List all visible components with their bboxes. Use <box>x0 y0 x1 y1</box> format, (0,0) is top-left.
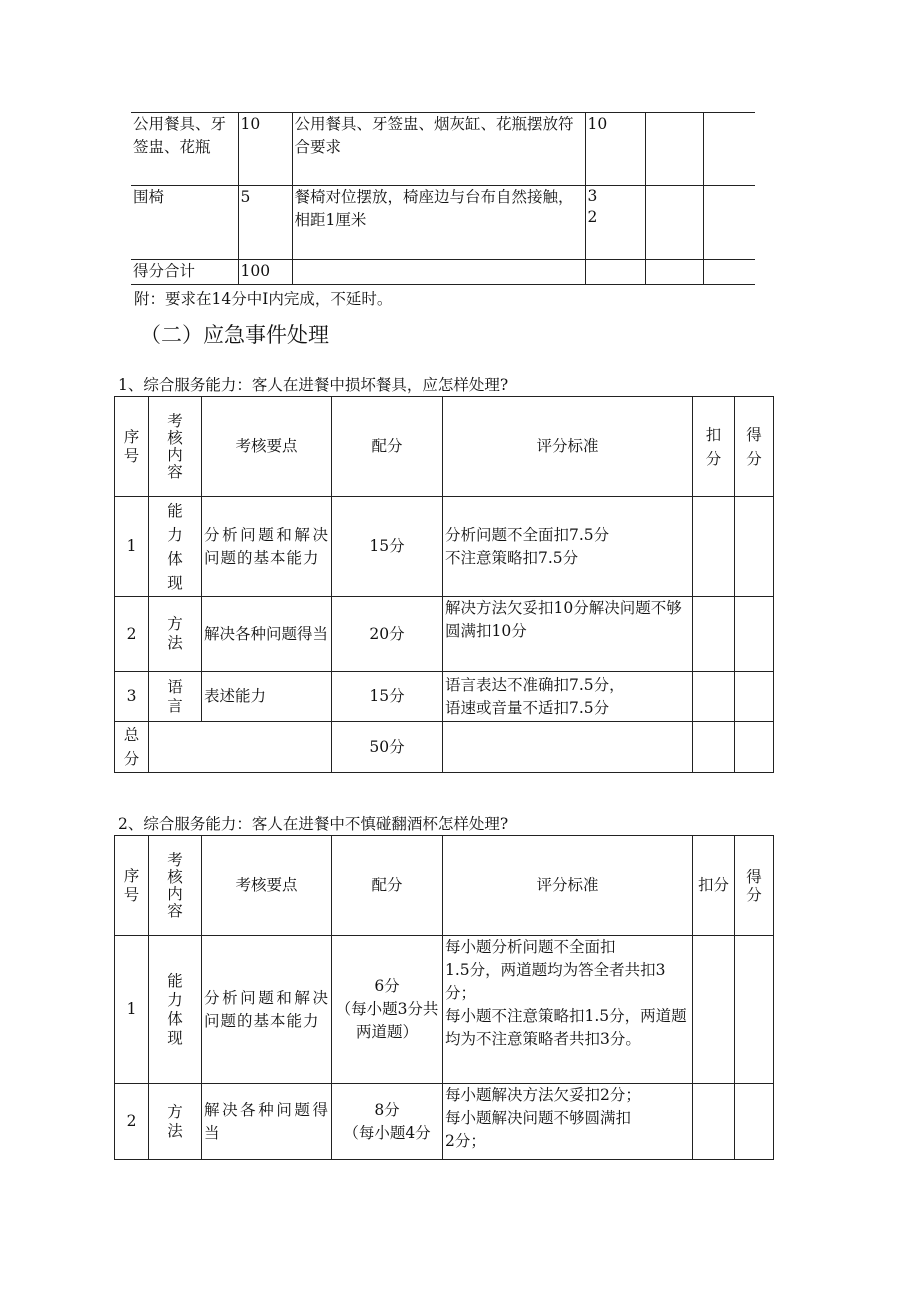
q1-scoring-table <box>114 396 774 773</box>
header-content: 考核内容 <box>149 836 202 936</box>
empty-cell <box>443 722 693 773</box>
header-criteria: 评分标准 <box>443 836 693 936</box>
header-deduct: 扣分 <box>693 836 735 936</box>
total-label: 总分 <box>115 722 149 773</box>
header-no: 序号 <box>115 397 149 497</box>
table-row <box>115 936 774 1084</box>
score-cell <box>735 1084 774 1160</box>
row-points: 20分 <box>332 597 443 672</box>
points-cell <box>585 260 645 285</box>
deduct-cell <box>693 597 735 672</box>
row-no: 3 <box>115 672 149 722</box>
table-row <box>115 672 774 722</box>
score-cell <box>735 722 774 773</box>
deduct-cell <box>693 936 735 1084</box>
item-cell: 公用餐具、牙签盅、花瓶 <box>131 113 238 186</box>
table-row <box>115 497 774 597</box>
deduct-cell <box>693 497 735 597</box>
empty-cell <box>703 113 755 186</box>
header-key-points: 考核要点 <box>202 397 332 497</box>
header-criteria: 评分标准 <box>443 397 693 497</box>
table-header-row <box>115 836 774 936</box>
row-points: 15分 <box>332 497 443 597</box>
standard-cell: 餐椅对位摆放，椅座边与台布自然接触，相距1厘米 <box>292 186 585 260</box>
empty-cell <box>149 722 332 773</box>
row-key-points: 表述能力 <box>202 672 332 722</box>
row-content: 方法 <box>149 1084 202 1160</box>
points-cell: 3 2 <box>585 186 645 260</box>
empty-cell <box>645 113 703 186</box>
row-no: 2 <box>115 1084 149 1160</box>
header-score: 得分 <box>735 397 774 497</box>
row-content: 语言 <box>149 672 202 722</box>
standard-cell: 公用餐具、牙签盅、烟灰缸、花瓶摆放符合要求 <box>292 113 585 186</box>
table-row <box>131 113 755 186</box>
row-criteria: 每小题解决方法欠妥扣2分； 每小题解决问题不够圆满扣 2分； <box>443 1084 693 1160</box>
header-no: 序号 <box>115 836 149 936</box>
row-criteria: 语言表达不准确扣7.5分， 语速或音量不适扣7.5分 <box>443 672 693 722</box>
header-content: 考核内容 <box>149 397 202 497</box>
standard-cell <box>292 260 585 285</box>
row-content: 方法 <box>149 597 202 672</box>
empty-cell <box>645 186 703 260</box>
question-title: 1、综合服务能力：客人在进餐中损坏餐具，应怎样处理? <box>118 376 509 394</box>
row-points: 15分 <box>332 672 443 722</box>
note-text: 附：要求在14分中I内完成，不延时。 <box>134 290 393 308</box>
item-cell: 围椅 <box>131 186 238 260</box>
row-no: 2 <box>115 597 149 672</box>
table-row <box>131 260 755 285</box>
table-row <box>131 186 755 260</box>
row-criteria: 每小题分析问题不全面扣 1.5分，两道题均为答全者共扣3分； 每小题不注意策略扣1.5分，两道题均为不注意策略者共扣3分。 <box>443 936 693 1084</box>
empty-cell <box>645 260 703 285</box>
score-cell <box>735 672 774 722</box>
score-cell: 100 <box>238 260 292 285</box>
deduct-cell <box>693 672 735 722</box>
row-no: 1 <box>115 497 149 597</box>
row-key-points: 分析问题和解决问题的基本能力 <box>202 497 332 597</box>
scoring-table-continued <box>131 112 755 285</box>
score-cell: 10 <box>238 113 292 186</box>
item-cell: 得分合计 <box>131 260 238 285</box>
row-criteria: 解决方法欠妥扣10分解决问题不够圆满扣10分 <box>443 597 693 672</box>
section-heading: （二）应急事件处理 <box>140 323 329 347</box>
row-points: 8分 （每小题4分 <box>332 1084 443 1160</box>
header-points: 配分 <box>332 836 443 936</box>
q2-scoring-table <box>114 835 774 1160</box>
header-deduct: 扣分 <box>693 397 735 497</box>
score-cell: 5 <box>238 186 292 260</box>
question-title: 2、综合服务能力：客人在进餐中不慎碰翻酒杯怎样处理? <box>118 815 509 833</box>
deduct-cell <box>693 1084 735 1160</box>
table-row <box>115 597 774 672</box>
table-header-row <box>115 397 774 497</box>
score-cell <box>735 597 774 672</box>
row-key-points: 解决各种问题得当 <box>202 597 332 672</box>
points-cell: 10 <box>585 113 645 186</box>
table-total-row <box>115 722 774 773</box>
row-no: 1 <box>115 936 149 1084</box>
header-score: 得分 <box>735 836 774 936</box>
row-content: 能力体现 <box>149 497 202 597</box>
table-row <box>115 1084 774 1160</box>
row-key-points: 解决各种问题得当 <box>202 1084 332 1160</box>
deduct-cell <box>693 722 735 773</box>
score-cell <box>735 936 774 1084</box>
empty-cell <box>703 260 755 285</box>
row-points: 6分 （每小题3分共两道题） <box>332 936 443 1084</box>
header-points: 配分 <box>332 397 443 497</box>
score-cell <box>735 497 774 597</box>
header-key-points: 考核要点 <box>202 836 332 936</box>
row-content: 能力体现 <box>149 936 202 1084</box>
total-points: 50分 <box>332 722 443 773</box>
row-key-points: 分析问题和解决问题的基本能力 <box>202 936 332 1084</box>
row-criteria: 分析问题不全面扣7.5分 不注意策略扣7.5分 <box>443 497 693 597</box>
empty-cell <box>703 186 755 260</box>
